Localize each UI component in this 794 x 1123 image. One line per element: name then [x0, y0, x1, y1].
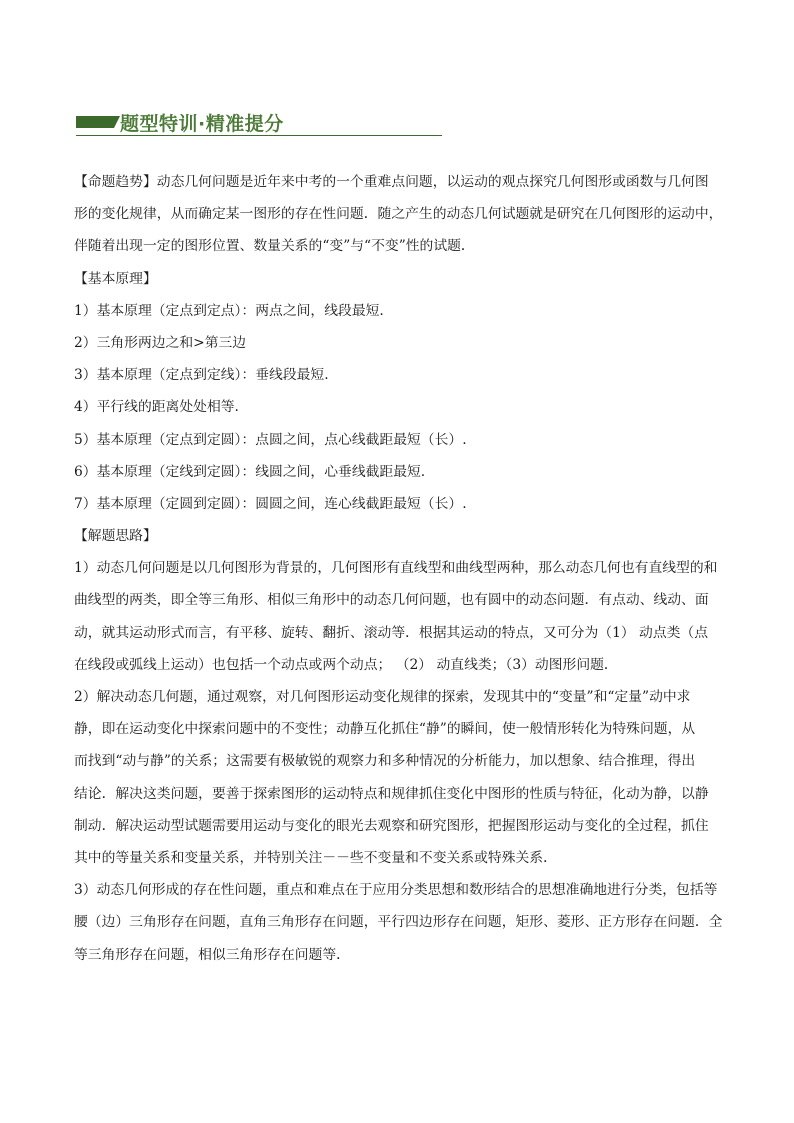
principle-item: 6）基本原理（定线到定圆）：线圆之间，心垂线截距最短. [74, 463, 426, 480]
principle-item: 1）基本原理（定点到定点）：两点之间，线段最短. [74, 302, 384, 319]
paragraph-line: 结论．解决这类问题，要善于探索图形的运动特点和规律抓住变化中图形的性质与特征，化动为静，以静 [74, 785, 709, 802]
section-title: 题型特训·精准提分 [120, 113, 284, 135]
paragraph-line: 腰（边）三角形存在问题，直角三角形存在问题，平行四边形存在问题，矩形、菱形、正方形存在问题．全 [74, 914, 723, 931]
principle-item: 5）基本原理（定点到定圆）：点圆之间，点心线截距最短（长）. [74, 431, 467, 448]
paragraph-line: 而找到“动与静”的关系；这需要有极敏锐的观察力和多种情况的分析能力，加以想象、结合推理，得出 [74, 753, 696, 770]
principle-item: 2）三角形两边之和>第三边 [74, 334, 247, 351]
paragraph-line: 形的变化规律，从而确定某一图形的存在性问题．随之产生的动态几何试题就是研究在几何图形的运动中， [74, 206, 723, 223]
paragraph-line: 其中的等量关系和变量关系，并特别关注－－些不变量和不变关系或特殊关系． [74, 849, 557, 866]
paragraph-line: 静，即在运动变化中探索问题中的不变性；动静互化抓住“静”的瞬间，使一般情形转化为特殊问题，从 [74, 721, 696, 738]
section-header [76, 108, 442, 136]
paragraph-line: 1）动态几何问题是以几何图形为背景的，几何图形有直线型和曲线型两种，那么动态几何也有直线型的和 [74, 560, 718, 577]
paragraph-line: 【命题趋势】动态几何问题是近年来中考的一个重难点问题，以运动的观点探究几何图形或函数与几何图 [74, 174, 709, 190]
paragraph-line: 伴随着出现一定的图形位置、数量关系的“变”与“不变”性的试题． [74, 238, 475, 255]
header-bar-decoration [76, 116, 114, 128]
paragraph-line: 制动．解决运动型试题需要用运动与变化的眼光去观察和研究图形，把握图形运动与变化的全过程，抓住 [74, 817, 709, 834]
principle-item: 3）基本原理（定点到定线）：垂线段最短. [74, 367, 329, 384]
paragraph-line: 等三角形存在问题，相似三角形存在问题等． [74, 946, 350, 963]
paragraph-line: 2）解决动态几何题，通过观察，对几何图形运动变化规律的探索，发现其中的“变量”和“定量”动中求 [74, 689, 691, 705]
principle-item: 7）基本原理（定圆到定圆）：圆圆之间，连心线截距最短（长）. [74, 495, 467, 512]
section-heading: 【基本原理】 [74, 270, 157, 287]
paragraph-line: 曲线型的两类，即全等三角形、相似三角形中的动态几何问题，也有圆中的动态问题．有点动、线动、面 [74, 592, 709, 609]
paragraph-line: 3）动态几何形成的存在性问题，重点和难点在于应用分类思想和数形结合的思想准确地进行分类，包括等 [74, 882, 718, 899]
section-heading: 【解题思路】 [74, 528, 157, 545]
paragraph-line: 动，就其运动形式而言，有平移、旋转、翻折、滚动等．根据其运动的特点，又可分为（1） 动点类（点 [74, 624, 709, 641]
principle-item: 4）平行线的距离处处相等. [74, 399, 239, 416]
document-body [74, 166, 740, 971]
paragraph-line: 在线段或弧线上运动）也包括一个动点或两个动点； （2） 动直线类；（3）动图形问题． [74, 656, 618, 673]
